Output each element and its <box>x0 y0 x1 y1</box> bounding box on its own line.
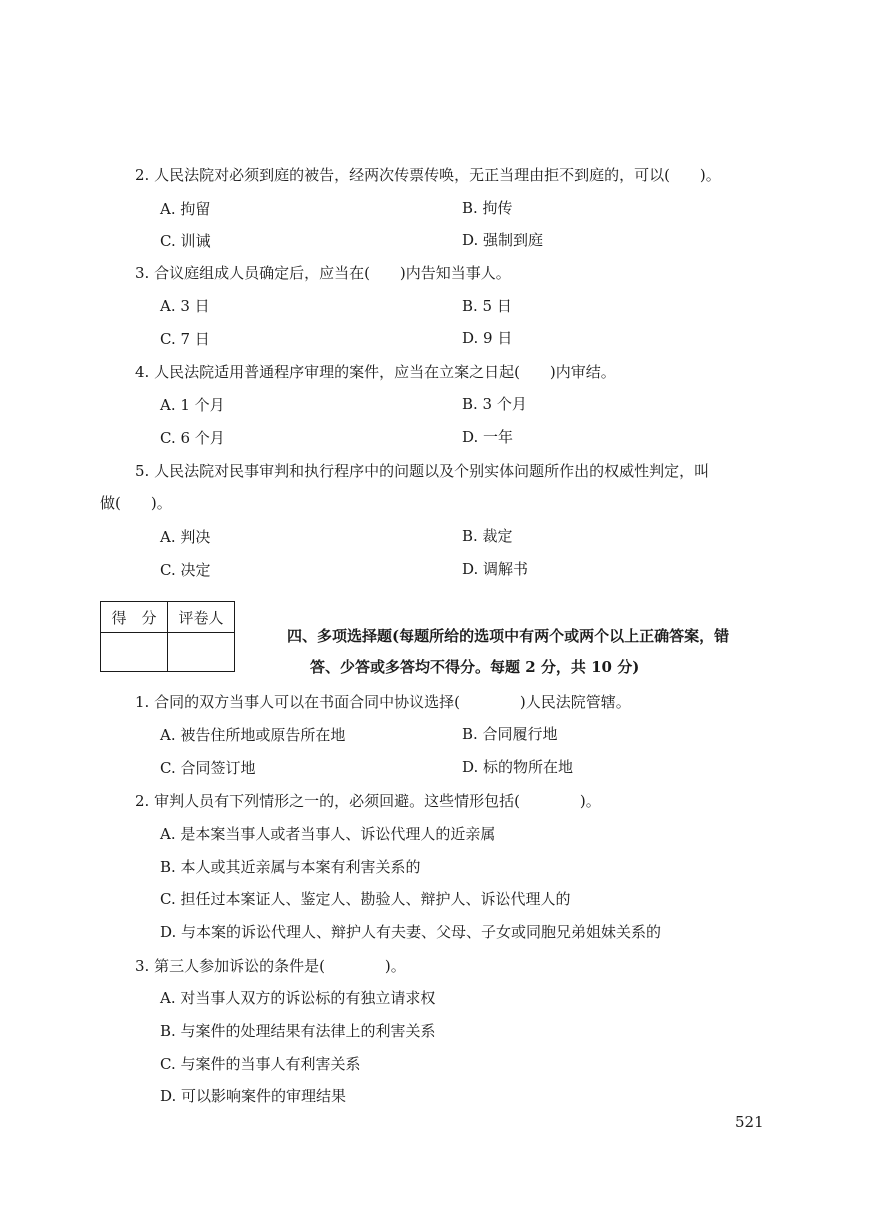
multi-question-1-stem: 1. 合同的双方当事人可以在书面合同中协议选择( )人民法院管辖。 <box>135 693 631 711</box>
question-3-option-c: C. 7 日 <box>160 330 210 348</box>
multi-question-2-option-a: A. 是本案当事人或者当事人、诉讼代理人的近亲属 <box>160 825 496 843</box>
multi-question-3-option-c: C. 与案件的当事人有利害关系 <box>160 1055 361 1073</box>
multi-question-2-option-c: C. 担任过本案证人、鉴定人、勘验人、辩护人、诉讼代理人的 <box>160 890 571 908</box>
question-3-option-b: B. 5 日 <box>462 297 512 315</box>
multi-question-1-option-c: C. 合同签订地 <box>160 759 256 777</box>
question-2-option-d: D. 强制到庭 <box>462 231 544 249</box>
question-5-option-d: D. 调解书 <box>462 560 529 578</box>
section-4-heading-line2: 答、少答或多答均不得分。每题 2 分，共 10 分) <box>310 658 640 676</box>
multi-question-2-stem: 2. 审判人员有下列情形之一的，必须回避。这些情形包括( )。 <box>135 792 601 810</box>
multi-question-3-option-b: B. 与案件的处理结果有法律上的利害关系 <box>160 1022 436 1040</box>
question-2-option-b: B. 拘传 <box>462 199 513 217</box>
question-2-stem: 2. 人民法院对必须到庭的被告，经两次传票传唤，无正当理由拒不到庭的，可以( )。 <box>135 166 721 184</box>
question-4-option-d: D. 一年 <box>462 428 514 446</box>
question-5-stem-continued: 做( )。 <box>100 494 172 512</box>
question-5-option-c: C. 决定 <box>160 561 211 579</box>
question-5-option-a: A. 判决 <box>160 528 211 546</box>
multi-question-2-option-b: B. 本人或其近亲属与本案有利害关系的 <box>160 858 421 876</box>
question-4-option-a: A. 1 个月 <box>160 396 225 414</box>
section-4-heading-line1: 四、多项选择题(每题所给的选项中有两个或两个以上正确答案，错 <box>287 627 730 645</box>
score-header: 得 分 <box>101 602 168 633</box>
multi-question-1-option-a: A. 被告住所地或原告所在地 <box>160 726 346 744</box>
question-3-stem: 3. 合议庭组成人员确定后，应当在( )内告知当事人。 <box>135 264 511 282</box>
question-4-stem: 4. 人民法院适用普通程序审理的案件，应当在立案之日起( )内审结。 <box>135 363 616 381</box>
grader-cell <box>168 633 235 672</box>
multi-question-2-option-d: D. 与本案的诉讼代理人、辩护人有夫妻、父母、子女或同胞兄弟姐妹关系的 <box>160 923 662 941</box>
question-4-option-c: C. 6 个月 <box>160 429 225 447</box>
multi-question-3-stem: 3. 第三人参加诉讼的条件是( )。 <box>135 957 406 975</box>
grader-header: 评卷人 <box>168 602 235 633</box>
question-4-option-b: B. 3 个月 <box>462 395 527 413</box>
question-3-option-a: A. 3 日 <box>160 297 210 315</box>
score-table <box>100 601 235 672</box>
question-2-option-c: C. 训诫 <box>160 232 211 250</box>
question-5-option-b: B. 裁定 <box>462 527 513 545</box>
multi-question-3-option-d: D. 可以影响案件的审理结果 <box>160 1087 347 1105</box>
multi-question-1-option-b: B. 合同履行地 <box>462 725 558 743</box>
question-2-option-a: A. 拘留 <box>160 200 211 218</box>
question-5-stem: 5. 人民法院对民事审判和执行程序中的问题以及个别实体问题所作出的权威性判定，叫 <box>135 462 710 480</box>
question-3-option-d: D. 9 日 <box>462 329 513 347</box>
multi-question-3-option-a: A. 对当事人双方的诉讼标的有独立请求权 <box>160 989 436 1007</box>
page-number: 521 <box>735 1113 764 1131</box>
multi-question-1-option-d: D. 标的物所在地 <box>462 758 574 776</box>
score-cell <box>101 633 168 672</box>
